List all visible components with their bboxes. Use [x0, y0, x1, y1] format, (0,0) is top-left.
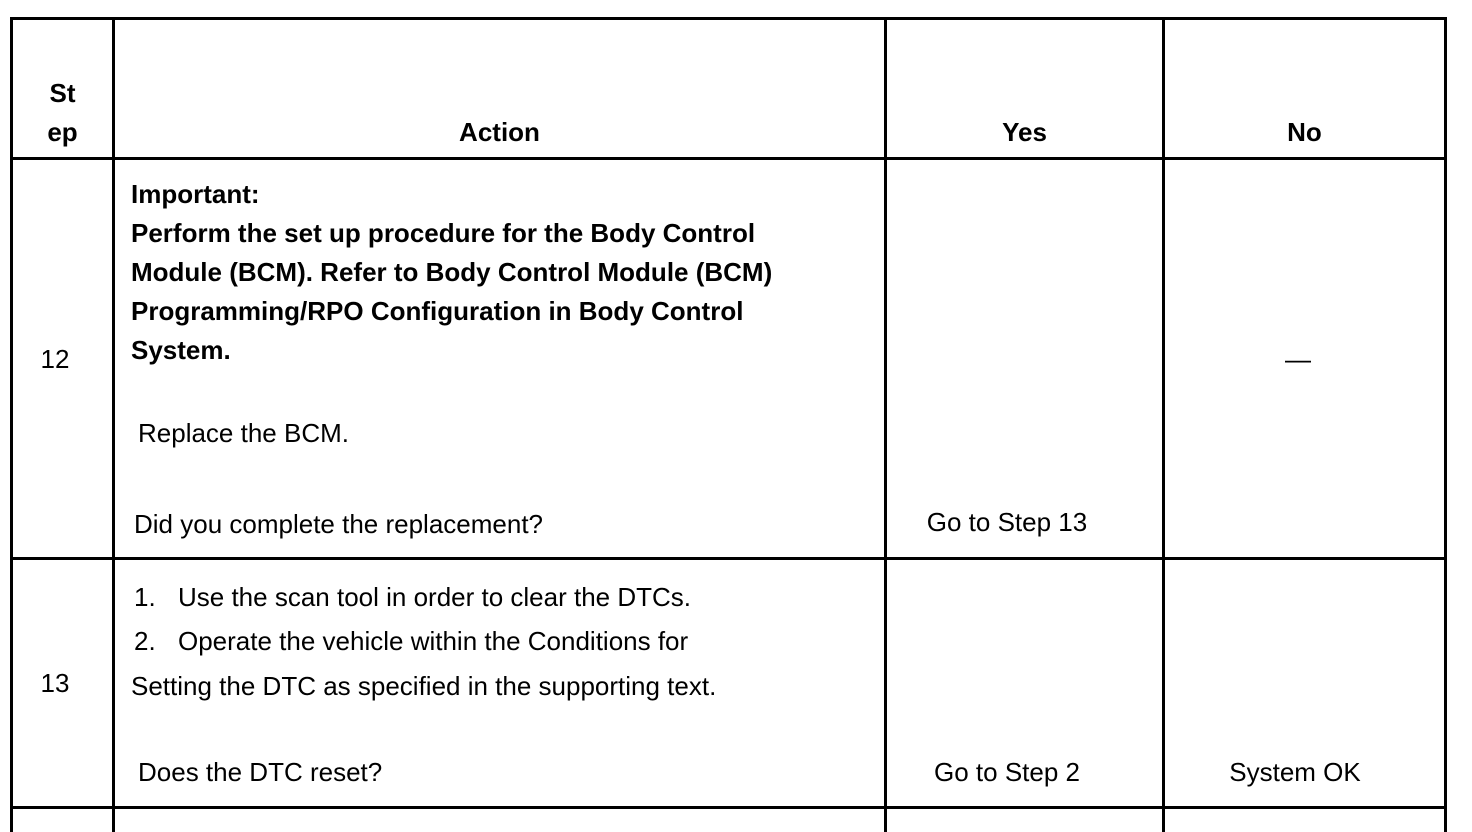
important-line: Programming/RPO Configuration in Body Control	[131, 296, 744, 326]
no-result: System OK	[1229, 757, 1361, 787]
header-step-line1: St	[49, 78, 76, 108]
list-continuation-text: Setting the DTC as specified in the supporting text.	[131, 671, 717, 701]
header-divider	[10, 157, 1447, 160]
header-no: No	[1287, 117, 1322, 147]
step-number: 13	[40, 668, 70, 698]
yes-result: Go to Step 13	[926, 507, 1088, 537]
step-number: 12	[40, 344, 70, 374]
column-border-right	[1444, 17, 1447, 832]
important-line: System.	[131, 335, 231, 365]
list-item-text: Operate the vehicle within the Conditions for	[178, 626, 689, 656]
header-action: Action	[459, 117, 540, 147]
yes-result: Go to Step 2	[934, 757, 1080, 787]
header-step-line2: ep	[47, 117, 78, 147]
instruction-text: Replace the BCM.	[138, 418, 349, 448]
question-text: Does the DTC reset?	[138, 757, 383, 787]
header-yes: Yes	[1002, 117, 1047, 147]
list-item-number: 2.	[134, 626, 156, 656]
question-text: Did you complete the replacement?	[134, 509, 544, 539]
important-line: Module (BCM). Refer to Body Control Module (BCM)	[131, 257, 773, 287]
list-item-text: Use the scan tool in order to clear the DTCs.	[178, 582, 692, 612]
table-border-top	[10, 17, 1447, 20]
no-result: —	[1285, 344, 1311, 374]
important-label: Important:	[131, 179, 260, 209]
table-border-bottom	[10, 806, 1447, 809]
row-divider	[10, 557, 1447, 560]
important-line: Perform the set up procedure for the Body Control	[131, 218, 756, 248]
list-item-number: 1.	[134, 582, 156, 612]
